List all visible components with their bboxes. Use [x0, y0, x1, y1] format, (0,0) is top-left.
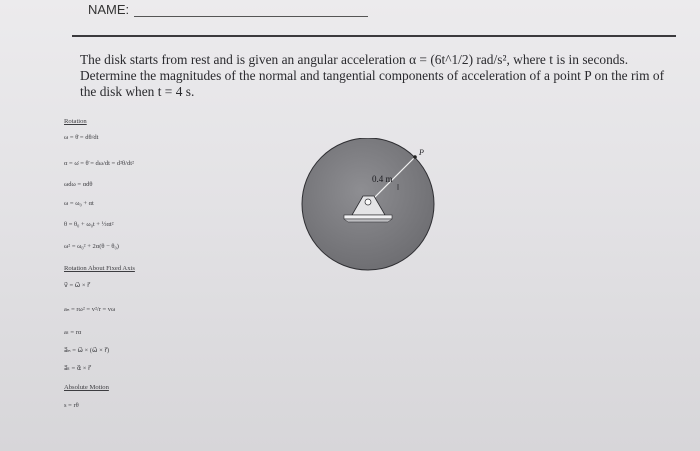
formula-velocity-cross: v⃗ = ω⃗ × r⃗ — [64, 282, 90, 289]
rotation-heading: Rotation — [64, 118, 87, 125]
problem-statement — [80, 52, 680, 100]
formula-tangential-accel: aₜ = rα — [64, 329, 82, 336]
fixed-axis-heading: Rotation About Fixed Axis — [64, 265, 135, 272]
name-blank-line — [134, 16, 368, 17]
absolute-motion-heading: Absolute Motion — [64, 384, 109, 391]
formula-angular-acceleration: α = ω̇ = θ̈ = dω/dt = d²θ/dt² — [64, 160, 134, 167]
formula-arc-length: s = rθ — [64, 402, 79, 409]
formula-tangential-accel-vector: a⃗ₜ = α⃗ × r⃗ — [64, 365, 91, 372]
problem-text: The disk starts from rest and is given an angular acceleration α = (6t^1/2) rad/s², where t is in seconds. Determine the magnitudes of the normal and tangential components of acceleration of a point P on the rim of the disk when t = 4 s. — [80, 52, 665, 99]
disk-diagram — [288, 138, 448, 278]
formula-angular-velocity: ω = θ̇ = dθ/dt — [64, 134, 99, 141]
pin-icon — [365, 199, 371, 205]
formula-theta: θ = θ₀ + ω₀t + ½αt² — [64, 221, 114, 228]
radius-label: 0.4 m — [372, 174, 393, 184]
formula-normal-accel-vector: a⃗ₙ = ω⃗ × (ω⃗ × r⃗) — [64, 347, 110, 354]
formula-normal-accel: aₙ = rω² = v²/r = vω — [64, 306, 116, 313]
base-plate — [344, 215, 392, 219]
formula-omega-domega: ωdω = αdθ — [64, 181, 93, 188]
name-label: NAME: — [88, 2, 130, 17]
ground-hatch — [344, 219, 392, 222]
formula-omega-linear: ω = ω₀ + αt — [64, 200, 94, 207]
point-p-marker — [413, 155, 417, 159]
formula-omega-squared: ω² = ω₀² + 2α(θ − θ₀) — [64, 243, 119, 250]
point-p-label: P — [419, 148, 424, 157]
header-divider — [72, 35, 676, 37]
